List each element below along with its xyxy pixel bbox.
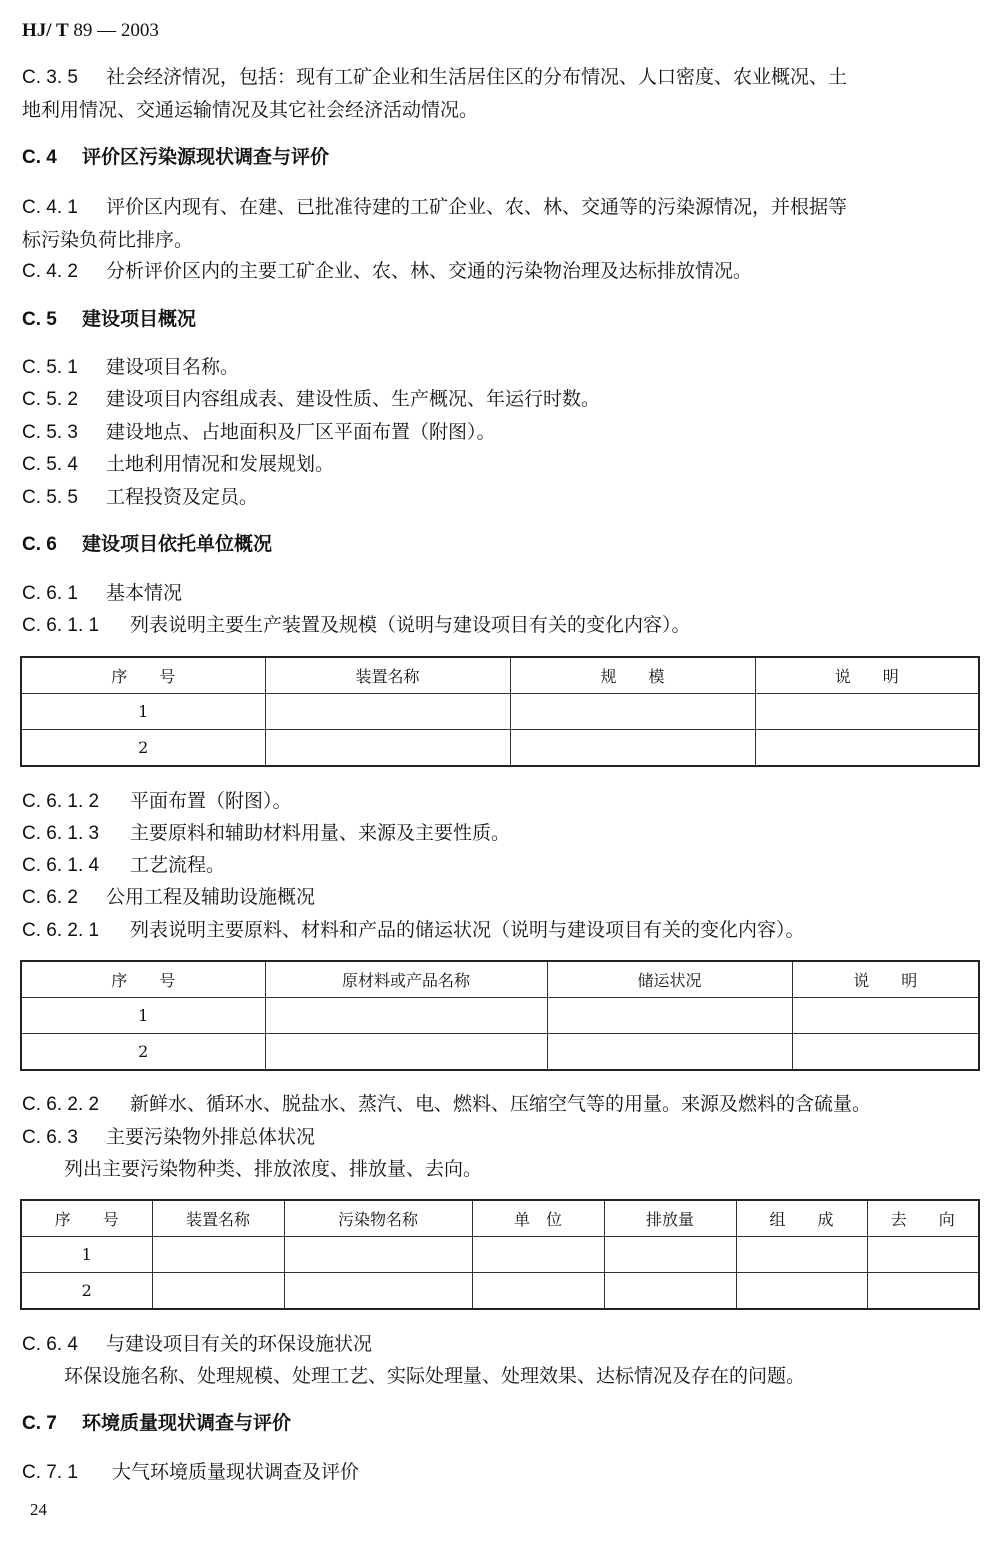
standard-code: HJ/ T — [22, 20, 69, 41]
table-row — [21, 730, 979, 767]
clause-c621 — [22, 914, 805, 947]
clause-number: C. 7. 1 — [22, 1462, 78, 1483]
clause-text: 建设项目内容组成表、建设性质、生产概况、年运行时数。 — [106, 388, 601, 410]
section-number: C. 4 — [22, 147, 57, 168]
table-cell — [510, 694, 755, 730]
clause-text-cont: 标污染负荷比排序。 — [22, 229, 194, 251]
header-cell: 组 成 — [736, 1200, 867, 1237]
clause-text: 工程投资及定员。 — [106, 486, 259, 508]
clause-number: C. 6. 3 — [22, 1127, 78, 1148]
section-c5 — [22, 303, 196, 336]
clause-number: C. 6. 1. 1 — [22, 615, 100, 636]
header-cell: 污染物名称 — [284, 1200, 472, 1237]
row-index-cell: 2 — [21, 730, 265, 767]
standard-number: 89 — 2003 — [73, 20, 159, 41]
header-cell: 序 号 — [21, 657, 265, 694]
clause-number: C. 6. 1. 2 — [22, 791, 100, 812]
table-cell — [604, 1237, 736, 1273]
table-row — [21, 1034, 979, 1071]
table-cell — [152, 1273, 284, 1310]
section-c4 — [22, 141, 329, 174]
clause-number: C. 6. 1. 3 — [22, 823, 100, 844]
clause-text: 平面布置（附图）。 — [130, 790, 292, 812]
clause-c71 — [22, 1456, 359, 1489]
clause-c622 — [22, 1088, 871, 1121]
table-row — [21, 1237, 979, 1273]
table-cell — [472, 1273, 604, 1310]
row-index-cell: 1 — [21, 1237, 152, 1273]
clause-number: C. 6. 1. 4 — [22, 855, 100, 876]
clause-c53 — [22, 416, 496, 449]
clause-number: C. 3. 5 — [22, 67, 78, 88]
page-number: 24 — [30, 1500, 47, 1519]
clause-text: 建设地点、占地面积及厂区平面布置（附图）。 — [106, 421, 496, 443]
clause-text: 工艺流程。 — [130, 854, 226, 876]
table-production-units — [20, 656, 980, 767]
table-storage-transport — [20, 960, 980, 1071]
clause-c52 — [22, 383, 600, 416]
clause-text: 基本情况 — [106, 582, 183, 604]
table-row — [21, 998, 979, 1034]
row-index-cell: 2 — [21, 1034, 265, 1071]
table-cell — [284, 1237, 472, 1273]
table-row — [21, 694, 979, 730]
clause-number: C. 6. 1 — [22, 583, 78, 604]
header-cell: 序 号 — [21, 961, 265, 998]
clause-c41 — [22, 191, 978, 257]
clause-c55 — [22, 481, 258, 514]
header-cell: 序 号 — [21, 1200, 152, 1237]
clause-text: 土地利用情况和发展规划。 — [106, 453, 335, 475]
table-cell — [755, 730, 979, 767]
header-cell: 说 明 — [755, 657, 979, 694]
clause-c64 — [22, 1328, 372, 1361]
header-cell: 规 模 — [510, 657, 755, 694]
clause-number: C. 6. 2 — [22, 887, 78, 908]
table-cell — [547, 998, 792, 1034]
clause-text: 主要污染物外排总体状况 — [106, 1126, 316, 1148]
row-index-cell: 1 — [21, 998, 265, 1034]
clause-text: 列表说明主要生产装置及规模（说明与建设项目有关的变化内容）。 — [130, 614, 691, 636]
table-pollutant-discharge — [20, 1199, 980, 1310]
clause-text: 公用工程及辅助设施概况 — [106, 886, 316, 908]
clause-c614 — [22, 849, 225, 882]
table-cell — [510, 730, 755, 767]
table-cell — [736, 1237, 867, 1273]
row-index-cell: 1 — [21, 694, 265, 730]
clause-number: C. 5. 1 — [22, 357, 78, 378]
row-index-cell: 2 — [21, 1273, 152, 1310]
clause-text: 新鲜水、循环水、脱盐水、蒸汽、电、燃料、压缩空气等的用量。来源及燃料的含硫量。 — [130, 1093, 872, 1115]
clause-text: 主要原料和辅助材料用量、来源及主要性质。 — [130, 822, 511, 844]
clause-number: C. 6. 2. 1 — [22, 920, 100, 941]
clause-c54 — [22, 448, 334, 481]
table-cell — [284, 1273, 472, 1310]
clause-c613 — [22, 817, 510, 850]
table-cell — [152, 1237, 284, 1273]
clause-c61 — [22, 577, 182, 610]
table-header-row — [21, 961, 979, 998]
table-header-row — [21, 657, 979, 694]
table-cell — [604, 1273, 736, 1310]
table-cell — [265, 998, 547, 1034]
clause-text: 建设项目名称。 — [106, 356, 240, 378]
clause-number: C. 5. 3 — [22, 422, 78, 443]
clause-text-cont: 地利用情况、交通运输情况及其它社会经济活动情况。 — [22, 99, 479, 121]
table-cell — [792, 1034, 979, 1071]
standard-header — [22, 20, 159, 42]
header-cell: 储运状况 — [547, 961, 792, 998]
clause-c62 — [22, 881, 315, 914]
clause-c612 — [22, 785, 292, 818]
table-cell — [265, 1034, 547, 1071]
clause-number: C. 5. 4 — [22, 454, 78, 475]
table-row — [21, 1273, 979, 1310]
clause-number: C. 5. 5 — [22, 487, 78, 508]
section-c6 — [22, 528, 272, 561]
header-cell: 单 位 — [472, 1200, 604, 1237]
section-number: C. 6 — [22, 534, 57, 555]
section-number: C. 5 — [22, 309, 57, 330]
section-title: 建设项目依托单位概况 — [82, 533, 273, 555]
clause-c63-body — [64, 1153, 482, 1186]
header-cell: 去 向 — [867, 1200, 979, 1237]
section-number: C. 7 — [22, 1413, 57, 1434]
table-cell — [867, 1273, 979, 1310]
section-c7 — [22, 1407, 291, 1440]
clause-text: 大气环境质量现状调查及评价 — [112, 1461, 360, 1483]
section-title: 环境质量现状调查与评价 — [82, 1412, 292, 1434]
table-cell — [472, 1237, 604, 1273]
clause-number: C. 5. 2 — [22, 389, 78, 410]
clause-text: 社会经济情况，包括：现有工矿企业和生活居住区的分布情况、人口密度、农业概况、土 — [106, 66, 848, 88]
section-title: 评价区污染源现状调查与评价 — [82, 146, 330, 168]
clause-c64-body — [64, 1360, 805, 1393]
clause-text: 列表说明主要原料、材料和产品的储运状况（说明与建设项目有关的变化内容）。 — [130, 919, 805, 941]
table-header-row — [21, 1200, 979, 1237]
clause-number: C. 4. 2 — [22, 261, 78, 282]
table-cell — [736, 1273, 867, 1310]
clause-text: 评价区内现有、在建、已批准待建的工矿企业、农、林、交通等的污染源情况，并根据等 — [106, 196, 848, 218]
table-cell — [867, 1237, 979, 1273]
clause-number: C. 6. 2. 2 — [22, 1094, 100, 1115]
clause-text: 与建设项目有关的环保设施状况 — [106, 1333, 373, 1355]
table-cell — [792, 998, 979, 1034]
clause-text: 分析评价区内的主要工矿企业、农、林、交通的污染物治理及达标排放情况。 — [106, 260, 753, 282]
clause-text: 列出主要污染物种类、排放浓度、排放量、去向。 — [64, 1158, 483, 1180]
table-cell — [547, 1034, 792, 1071]
table-cell — [265, 694, 510, 730]
clause-c35 — [22, 61, 978, 127]
table-cell — [265, 730, 510, 767]
clause-text: 环保设施名称、处理规模、处理工艺、实际处理量、处理效果、达标情况及存在的问题。 — [64, 1365, 806, 1387]
clause-number: C. 4. 1 — [22, 197, 78, 218]
header-cell: 原材料或产品名称 — [265, 961, 547, 998]
clause-c51 — [22, 351, 239, 384]
header-cell: 说 明 — [792, 961, 979, 998]
header-cell: 装置名称 — [152, 1200, 284, 1237]
header-cell: 装置名称 — [265, 657, 510, 694]
clause-number: C. 6. 4 — [22, 1334, 78, 1355]
table-cell — [755, 694, 979, 730]
header-cell: 排放量 — [604, 1200, 736, 1237]
clause-c42 — [22, 255, 752, 288]
clause-c63 — [22, 1121, 315, 1154]
clause-c611 — [22, 609, 691, 642]
section-title: 建设项目概况 — [82, 308, 197, 330]
